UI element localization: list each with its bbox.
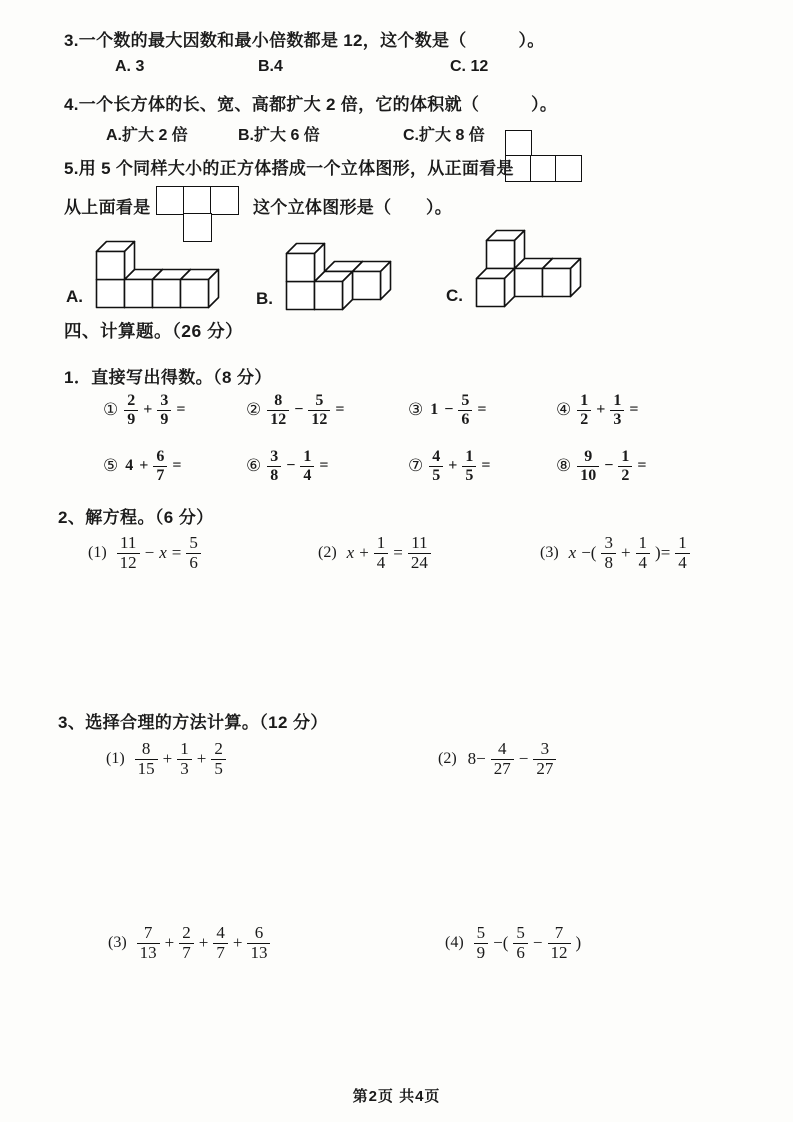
math-expression: 8− $\frac{4}{27}$ − $\frac{3}{27}$: [465, 740, 559, 778]
math-expression: $\frac{3}{8}$ − $\frac{1}{4}$ =: [265, 448, 331, 484]
math-expression: $\frac{11}{12}$ − x = $\frac{5}{6}$: [115, 534, 203, 572]
smart-item-3: (3) $\frac{7}{13}$ + $\frac{2}{7}$ + $\frac{4}{7}$ + $\frac{6}{13}$: [108, 924, 272, 962]
equation-3: (3) x −( $\frac{3}{8}$ + $\frac{1}{4}$ )= $\frac{1}{4}$: [540, 534, 692, 572]
equation-2: (2) x + $\frac{1}{4}$ = $\frac{11}{24}$: [318, 534, 433, 572]
question-3-text: 3.一个数的最大因数和最小倍数都是 12，这个数是（ ）。: [64, 31, 545, 50]
math-expression: x −( $\frac{3}{8}$ + $\frac{1}{4}$ )= $\frac{1}{4}$: [567, 534, 692, 572]
cube-figure-b-drawing: [285, 242, 392, 311]
view-cell: [530, 155, 557, 182]
subsection-3-title: 3、选择合理的方法计算。（12 分）: [58, 713, 328, 732]
q4-choice-a: A.扩大 2 倍: [106, 127, 188, 144]
question-5-text-1: 5.用 5 个同样大小的正方体搭成一个立体图形，从正面看是: [64, 159, 514, 178]
view-cell: [505, 130, 532, 157]
math-expression: x + $\frac{1}{4}$ = $\frac{11}{24}$: [345, 534, 433, 572]
smart-item-1: (1) $\frac{8}{15}$ + $\frac{1}{3}$ + $\frac{2}{5}$: [106, 740, 228, 778]
math-expression: 4 + $\frac{6}{7}$ =: [125, 448, 182, 484]
math-expression: $\frac{9}{10}$ − $\frac{1}{2}$ =: [575, 448, 649, 484]
math-expression: $\frac{7}{13}$ + $\frac{2}{7}$ + $\frac{4}{7}$ + $\frac{6}{13}$: [135, 924, 273, 962]
view-cell: [210, 186, 239, 215]
cube-figure-c-drawing: [475, 229, 582, 308]
math-expression: $\frac{8}{15}$ + $\frac{1}{3}$ + $\frac{2}{5}$: [133, 740, 228, 778]
question-5-text-3: 这个立体图形是（ ）。: [253, 198, 453, 217]
calc-item-7: ⑦ $\frac{4}{5}$ + $\frac{1}{5}$ =: [408, 448, 494, 484]
cube-figure-b: [256, 242, 392, 311]
top-view-diagram: [156, 186, 239, 242]
front-view-diagram: [505, 130, 582, 182]
calc-item-5: ⑤ 4 + $\frac{6}{7}$ =: [103, 448, 185, 484]
math-expression: $\frac{1}{2}$ + $\frac{1}{3}$ =: [575, 392, 641, 428]
smart-item-2: (2) 8− $\frac{4}{27}$ − $\frac{3}{27}$: [438, 740, 558, 778]
view-cell: [183, 213, 212, 242]
calc-item-1: ① $\frac{2}{9}$ + $\frac{3}{9}$ =: [103, 392, 189, 428]
question-5-text-2: 从上面看是: [64, 198, 151, 217]
math-expression: $\frac{4}{5}$ + $\frac{1}{5}$ =: [427, 448, 493, 484]
cube-figure-c: [446, 229, 582, 308]
q3-choice-c: C. 12: [450, 58, 489, 75]
subsection-2-title: 2、解方程。（6 分）: [58, 508, 214, 527]
math-expression: 1 − $\frac{5}{6}$ =: [430, 392, 487, 428]
calc-item-2: ② $\frac{8}{12}$ − $\frac{5}{12}$ =: [246, 392, 348, 428]
figure-a-label: A.: [66, 287, 83, 306]
q4-choice-b: B.扩大 6 倍: [238, 127, 320, 144]
smart-item-4: (4) $\frac{5}{9}$ −( $\frac{5}{6}$ − $\frac{7}{12}$ ): [445, 924, 584, 962]
q3-choice-a: A. 3: [115, 58, 145, 75]
calc-item-4: ④ $\frac{1}{2}$ + $\frac{1}{3}$ =: [556, 392, 642, 428]
calc-item-3: ③ 1 − $\frac{5}{6}$ =: [408, 392, 490, 428]
cube-figure-a-drawing: [95, 240, 220, 309]
cube-figure-a: [66, 240, 220, 309]
q3-choice-b: B.4: [258, 58, 283, 75]
math-expression: $\frac{2}{9}$ + $\frac{3}{9}$ =: [122, 392, 188, 428]
calc-item-8: ⑧ $\frac{9}{10}$ − $\frac{1}{2}$ =: [556, 448, 650, 484]
calc-item-6: ⑥ $\frac{3}{8}$ − $\frac{1}{4}$ =: [246, 448, 332, 484]
figure-b-label: B.: [256, 289, 273, 308]
q4-choice-c: C.扩大 8 倍: [403, 127, 485, 144]
subsection-1-title: 1．直接写出得数。（8 分）: [64, 368, 272, 387]
view-cell: [183, 186, 212, 215]
view-cell: [156, 186, 185, 215]
equation-1: (1) $\frac{11}{12}$ − x = $\frac{5}{6}$: [88, 534, 203, 572]
page-number: 第2页 共4页: [352, 1088, 441, 1105]
section-4-title: 四、计算题。（26 分）: [64, 321, 244, 341]
figure-c-label: C.: [446, 286, 463, 305]
math-expression: $\frac{8}{12}$ − $\frac{5}{12}$ =: [265, 392, 347, 428]
question-4-text: 4.一个长方体的长、宽、高都扩大 2 倍，它的体积就（ ）。: [64, 95, 558, 114]
view-cell: [555, 155, 582, 182]
math-expression: $\frac{5}{9}$ −( $\frac{5}{6}$ − $\frac{7}{12}$ ): [472, 924, 585, 962]
